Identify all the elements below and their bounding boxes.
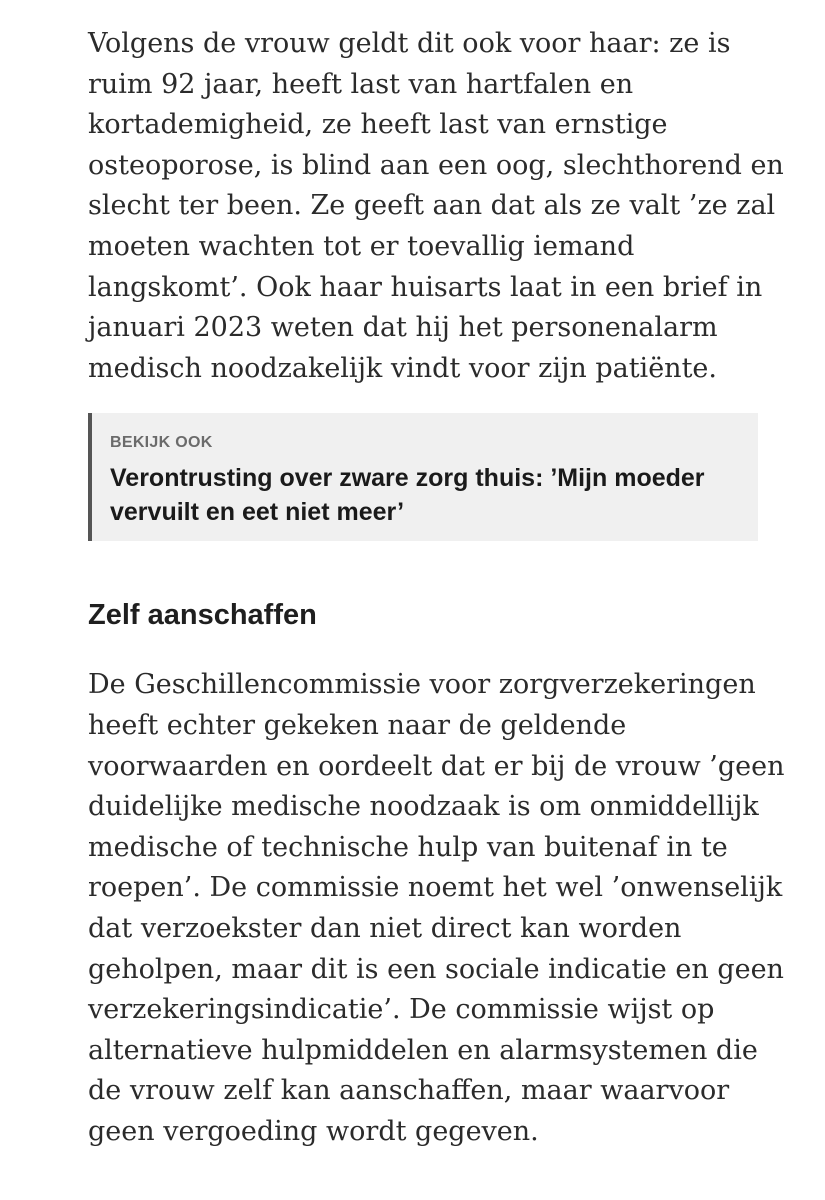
related-article-card[interactable]: [88, 413, 758, 541]
section-heading: Zelf aanschaffen: [88, 599, 317, 632]
article-body: [88, 24, 788, 1152]
article-paragraph: Volgens de vrouw geldt dit ook voor haar: ze is ruim 92 jaar, heeft last van hartfalen en kortademigheid, ze heeft last van ernstige osteoporose, is blind aan een oog, slechthorend en slecht ter been. Ze geeft aan dat als ze valt ’ze zal moeten wachten tot er toevallig iemand langskomt’. Ook haar huisarts laat in een brief in januari 2023 weten dat hij het personenalarm medisch noodzakelijk vindt voor zijn patiënte.: [88, 28, 784, 384]
related-article-link[interactable]: Verontrusting over zware zorg thuis: ’Mijn moeder vervuilt en eet niet meer’: [110, 464, 705, 527]
related-article-label: BEKIJK OOK: [110, 434, 213, 452]
article-paragraph: De Geschillencommissie voor zorgverzekeringen heeft echter gekeken naar de geldende voorwaarden en oordeelt dat er bij de vrouw ’geen duidelijke medische noodzaak is om onmiddellijk medische of technische hulp van buitenaf in te roepen’. De commissie noemt het wel ’onwenselijk dat verzoekster dan niet direct kan worden geholpen, maar dit is een sociale indicatie en geen verzekeringsindicatie’. De commissie wijst op alternatieve hulpmiddelen en alarmsystemen die de vrouw zelf kan aanschaffen, maar waarvoor geen vergoeding wordt gegeven.: [88, 669, 785, 1147]
